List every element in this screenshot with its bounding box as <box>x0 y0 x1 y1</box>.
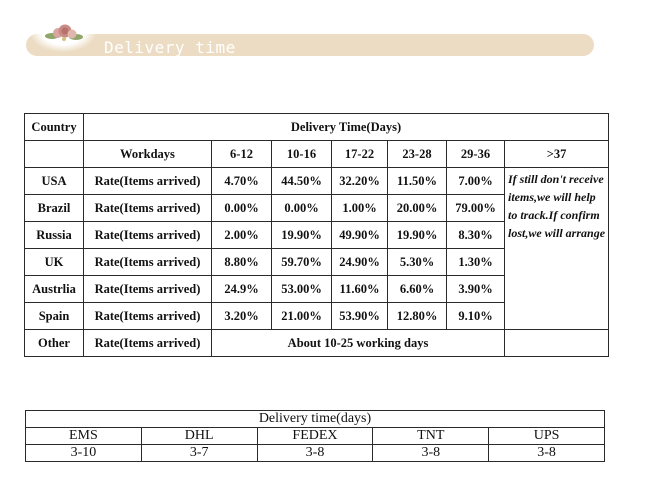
workdays-row <box>25 141 609 168</box>
rate-value: 11.60% <box>332 276 388 303</box>
carrier-time: 3-10 <box>26 445 142 462</box>
rate-value: 7.00% <box>447 168 505 195</box>
range-header: 23-28 <box>388 141 447 168</box>
rate-value: 3.90% <box>447 276 505 303</box>
rate-value: 4.70% <box>212 168 272 195</box>
country-cell: UK <box>25 249 84 276</box>
range-header: 29-36 <box>447 141 505 168</box>
rate-value: 19.90% <box>272 222 332 249</box>
rate-label: Rate(Items arrived) <box>84 168 212 195</box>
table-row-other <box>25 330 609 357</box>
rate-label: Rate(Items arrived) <box>84 330 212 357</box>
country-cell: Austrlia <box>25 276 84 303</box>
rate-value: 1.00% <box>332 195 388 222</box>
rate-value: 79.00% <box>447 195 505 222</box>
rate-value: 6.60% <box>388 276 447 303</box>
rate-value: 49.90% <box>332 222 388 249</box>
rate-label: Rate(Items arrived) <box>84 249 212 276</box>
range-header: 10-16 <box>272 141 332 168</box>
rate-value: 20.00% <box>388 195 447 222</box>
rate-value: 53.90% <box>332 303 388 330</box>
carrier-time: 3-8 <box>489 445 605 462</box>
rate-value: 9.10% <box>447 303 505 330</box>
group-header: Delivery Time(Days) <box>84 114 609 141</box>
table-header-row <box>25 114 609 141</box>
range-header: 17-22 <box>332 141 388 168</box>
country-cell: Brazil <box>25 195 84 222</box>
empty-cell <box>25 141 84 168</box>
range-header: >37 <box>505 141 609 168</box>
rate-value: 5.30% <box>388 249 447 276</box>
corner-label: Country <box>25 114 84 141</box>
rate-label: Rate(Items arrived) <box>84 303 212 330</box>
rose-flower-icon <box>44 22 84 44</box>
carrier-time: 3-7 <box>141 445 257 462</box>
country-cell: Other <box>25 330 84 357</box>
rate-value: 59.70% <box>272 249 332 276</box>
carrier-name: DHL <box>141 428 257 445</box>
empty-cell <box>505 330 609 357</box>
carrier-time: 3-8 <box>257 445 373 462</box>
rate-value: 12.80% <box>388 303 447 330</box>
rate-value: 8.80% <box>212 249 272 276</box>
rate-value: 8.30% <box>447 222 505 249</box>
rate-label: Rate(Items arrived) <box>84 276 212 303</box>
other-delivery-text: About 10-25 working days <box>212 330 505 357</box>
rate-value: 53.00% <box>272 276 332 303</box>
carrier-name: EMS <box>26 428 142 445</box>
workdays-label: Workdays <box>84 141 212 168</box>
tracking-note: If still don't receive items,we will help to track.If confirm lost,we will arrange <box>505 168 609 330</box>
rate-value: 19.90% <box>388 222 447 249</box>
rate-value: 24.90% <box>332 249 388 276</box>
country-cell: Russia <box>25 222 84 249</box>
carrier-name-row <box>26 428 605 445</box>
carrier-name: TNT <box>373 428 489 445</box>
rate-value: 3.20% <box>212 303 272 330</box>
carrier-name: UPS <box>489 428 605 445</box>
range-header: 6-12 <box>212 141 272 168</box>
country-cell: USA <box>25 168 84 195</box>
rate-value: 32.20% <box>332 168 388 195</box>
carrier-time: 3-8 <box>373 445 489 462</box>
rate-value: 11.50% <box>388 168 447 195</box>
rate-value: 2.00% <box>212 222 272 249</box>
rate-value: 21.00% <box>272 303 332 330</box>
carrier-title-row <box>26 411 605 428</box>
rate-value: 0.00% <box>212 195 272 222</box>
rate-value: 24.9% <box>212 276 272 303</box>
carrier-name: FEDEX <box>257 428 373 445</box>
country-cell: Spain <box>25 303 84 330</box>
rate-value: 1.30% <box>447 249 505 276</box>
banner-title: Delivery time <box>104 38 236 57</box>
delivery-rate-table <box>24 113 609 357</box>
table-row <box>25 168 609 195</box>
rate-label: Rate(Items arrived) <box>84 222 212 249</box>
rate-value: 44.50% <box>272 168 332 195</box>
carrier-delivery-table <box>25 410 605 462</box>
carrier-table-title: Delivery time(days) <box>26 411 605 428</box>
rate-value: 0.00% <box>272 195 332 222</box>
rate-label: Rate(Items arrived) <box>84 195 212 222</box>
carrier-time-row <box>26 445 605 462</box>
